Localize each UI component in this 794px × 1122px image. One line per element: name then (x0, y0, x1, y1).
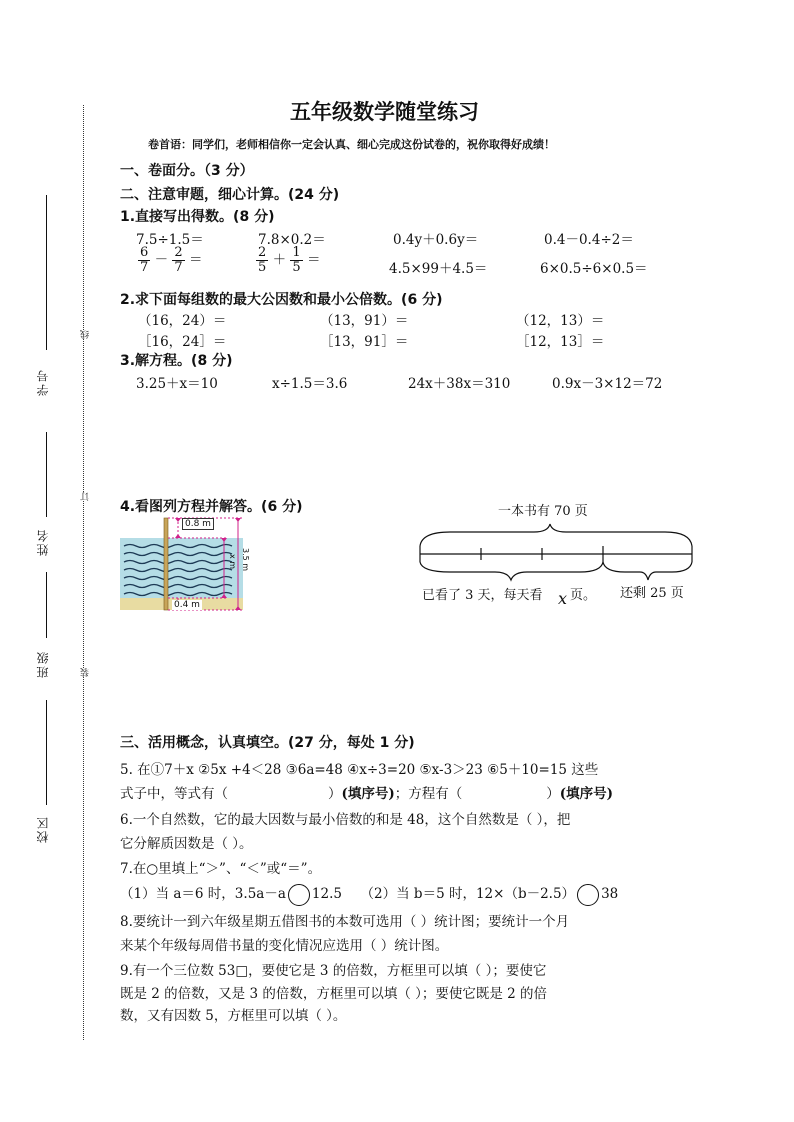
lcm-3: ［12，13］＝ (516, 334, 605, 350)
student-id-label: 学号 (36, 368, 50, 396)
class-field[interactable] (46, 572, 47, 638)
class-label: 班级 (36, 650, 50, 678)
student-id-field[interactable] (46, 195, 47, 350)
book-total-label: 一本书有 70 页 (498, 504, 588, 519)
book-var-label: x (558, 589, 568, 608)
book-unit-label: 页。 (570, 588, 597, 603)
pole-middle-label: x m (228, 554, 237, 570)
section-2-heading: 二、注意审题，细心计算。(24 分) (120, 187, 340, 203)
section-3-heading: 三、活用概念，认真填空。(27 分，每处 1 分) (120, 735, 415, 751)
q9-line-2: 既是 2 的倍数，又是 3 的倍数，方框里可以填（ ）；要使它既是 2 的倍 (120, 986, 548, 1002)
binding-mark-line: 线 (81, 330, 91, 339)
q9-line-1: 9.有一个三位数 53□，要使它是 3 的倍数，方框里可以填（ ）；要使它 (120, 963, 547, 979)
binding-mark-staple: 订 (81, 492, 91, 501)
book-left-label: 还剩 25 页 (620, 586, 684, 601)
page-title: 五年级数学随堂练习 (290, 99, 479, 124)
gcd-1: （16，24）＝ (138, 313, 227, 329)
equation-1: 3.25＋x＝10 (136, 376, 218, 392)
pole-bottom-label: 0.4 m (174, 600, 200, 610)
equation-2: x÷1.5＝3.6 (272, 376, 348, 392)
equation-4: 0.9x－3×12＝72 (552, 376, 663, 392)
preface: 卷首语：同学们，老师相信你一定会认真、细心完成这份试卷的，祝你取得好成绩！ (148, 138, 555, 151)
pole-water-diagram (120, 512, 260, 616)
q5-line-2: 式子中，等式有（ ）(填序号)；方程有（ ）(填序号) (120, 786, 614, 802)
lcm-2: ［13，91］＝ (320, 334, 409, 350)
compare-circle-1[interactable] (288, 884, 310, 906)
q5-line-1: 5. 在①7＋x ②5x +4＜28 ③6a=48 ④x÷3=20 ⑤x-3＞23 ⑥5＋10=15 这些 (120, 762, 599, 778)
q8-line-2: 来某个年级每周借书量的变化情况应选用（ ）统计图。 (120, 938, 449, 954)
book-read-label: 已看了 3 天，每天看 (422, 588, 543, 603)
fraction: $\frac{2}{7}$ (174, 245, 183, 275)
campus-field[interactable] (46, 700, 47, 805)
q6-line-1: 6.一个自然数，它的最大因数与最小倍数的和是 48，这个自然数是（ ），把 (120, 812, 571, 828)
q6-line-2: 它分解质因数是（ ）。 (120, 836, 253, 852)
read-brace (420, 562, 603, 580)
q1-item-3: 0.4y＋0.6y＝ (393, 232, 479, 248)
q1-item-2: 7.8×0.2＝ (258, 232, 326, 248)
q9-line-3: 数，又有因数 5，方框里可以填（ ）。 (120, 1008, 347, 1024)
campus-label: 校区 (36, 815, 50, 843)
name-label: 姓名 (36, 528, 50, 556)
q1-heading: 1.直接写出得数。(8 分) (120, 209, 275, 225)
q4-heading: 4.看图列方程并解答。(6 分) (120, 499, 303, 515)
q2-heading: 2.求下面每组数的最大公因数和最小公倍数。(6 分) (120, 292, 443, 308)
q1-item-8: 6×0.5÷6×0.5＝ (540, 261, 648, 277)
pole (164, 518, 168, 610)
fraction: $\frac{2}{5}$ (258, 245, 267, 275)
q3-heading: 3.解方程。(8 分) (120, 353, 233, 369)
fraction: $\frac{6}{7}$ (140, 245, 149, 275)
q1-item-1: 7.5÷1.5＝ (136, 232, 204, 248)
q7-heading: 7.在○里填上“＞”、“＜”或“＝”。 (120, 861, 322, 877)
q1-item-4: 0.4－0.4÷2＝ (544, 232, 634, 248)
top-brace (420, 524, 692, 546)
binding-dotted-line (83, 105, 84, 1040)
gcd-2: （13，91）＝ (320, 313, 409, 329)
lcm-1: ［16，24］＝ (138, 334, 227, 350)
pole-top-label: 0.8 m (182, 518, 214, 530)
section-1-heading: 一、卷面分。（3 分） (120, 163, 254, 179)
compare-circle-2[interactable] (577, 884, 599, 906)
binding-mark-bind: 装 (81, 668, 91, 677)
q8-line-1: 8.要统计一到六年级星期五借图书的本数可选用（ ）统计图；要统计一个月 (120, 914, 570, 930)
gcd-3: （12，13）＝ (516, 313, 605, 329)
fraction: $\frac{1}{5}$ (292, 245, 301, 275)
name-field[interactable] (46, 432, 47, 517)
book-pages-diagram (410, 496, 700, 614)
pole-total-label: 3.5 m (241, 548, 250, 572)
q1-item-5: $\frac{6}{7}$ － $\frac{2}{7}$ ＝ (140, 245, 203, 275)
q1-item-7: 4.5×99＋4.5＝ (389, 261, 488, 277)
equation-3: 24x＋38x＝310 (408, 376, 511, 392)
left-brace (603, 562, 692, 580)
q7-line-2: （1）当 a＝6 时，3.5a－a 12.5 （2）当 b＝5 时，12×（b－2.5） 38 (120, 882, 618, 906)
q1-item-6: $\frac{2}{5}$ ＋ $\frac{1}{5}$ ＝ (258, 245, 321, 275)
